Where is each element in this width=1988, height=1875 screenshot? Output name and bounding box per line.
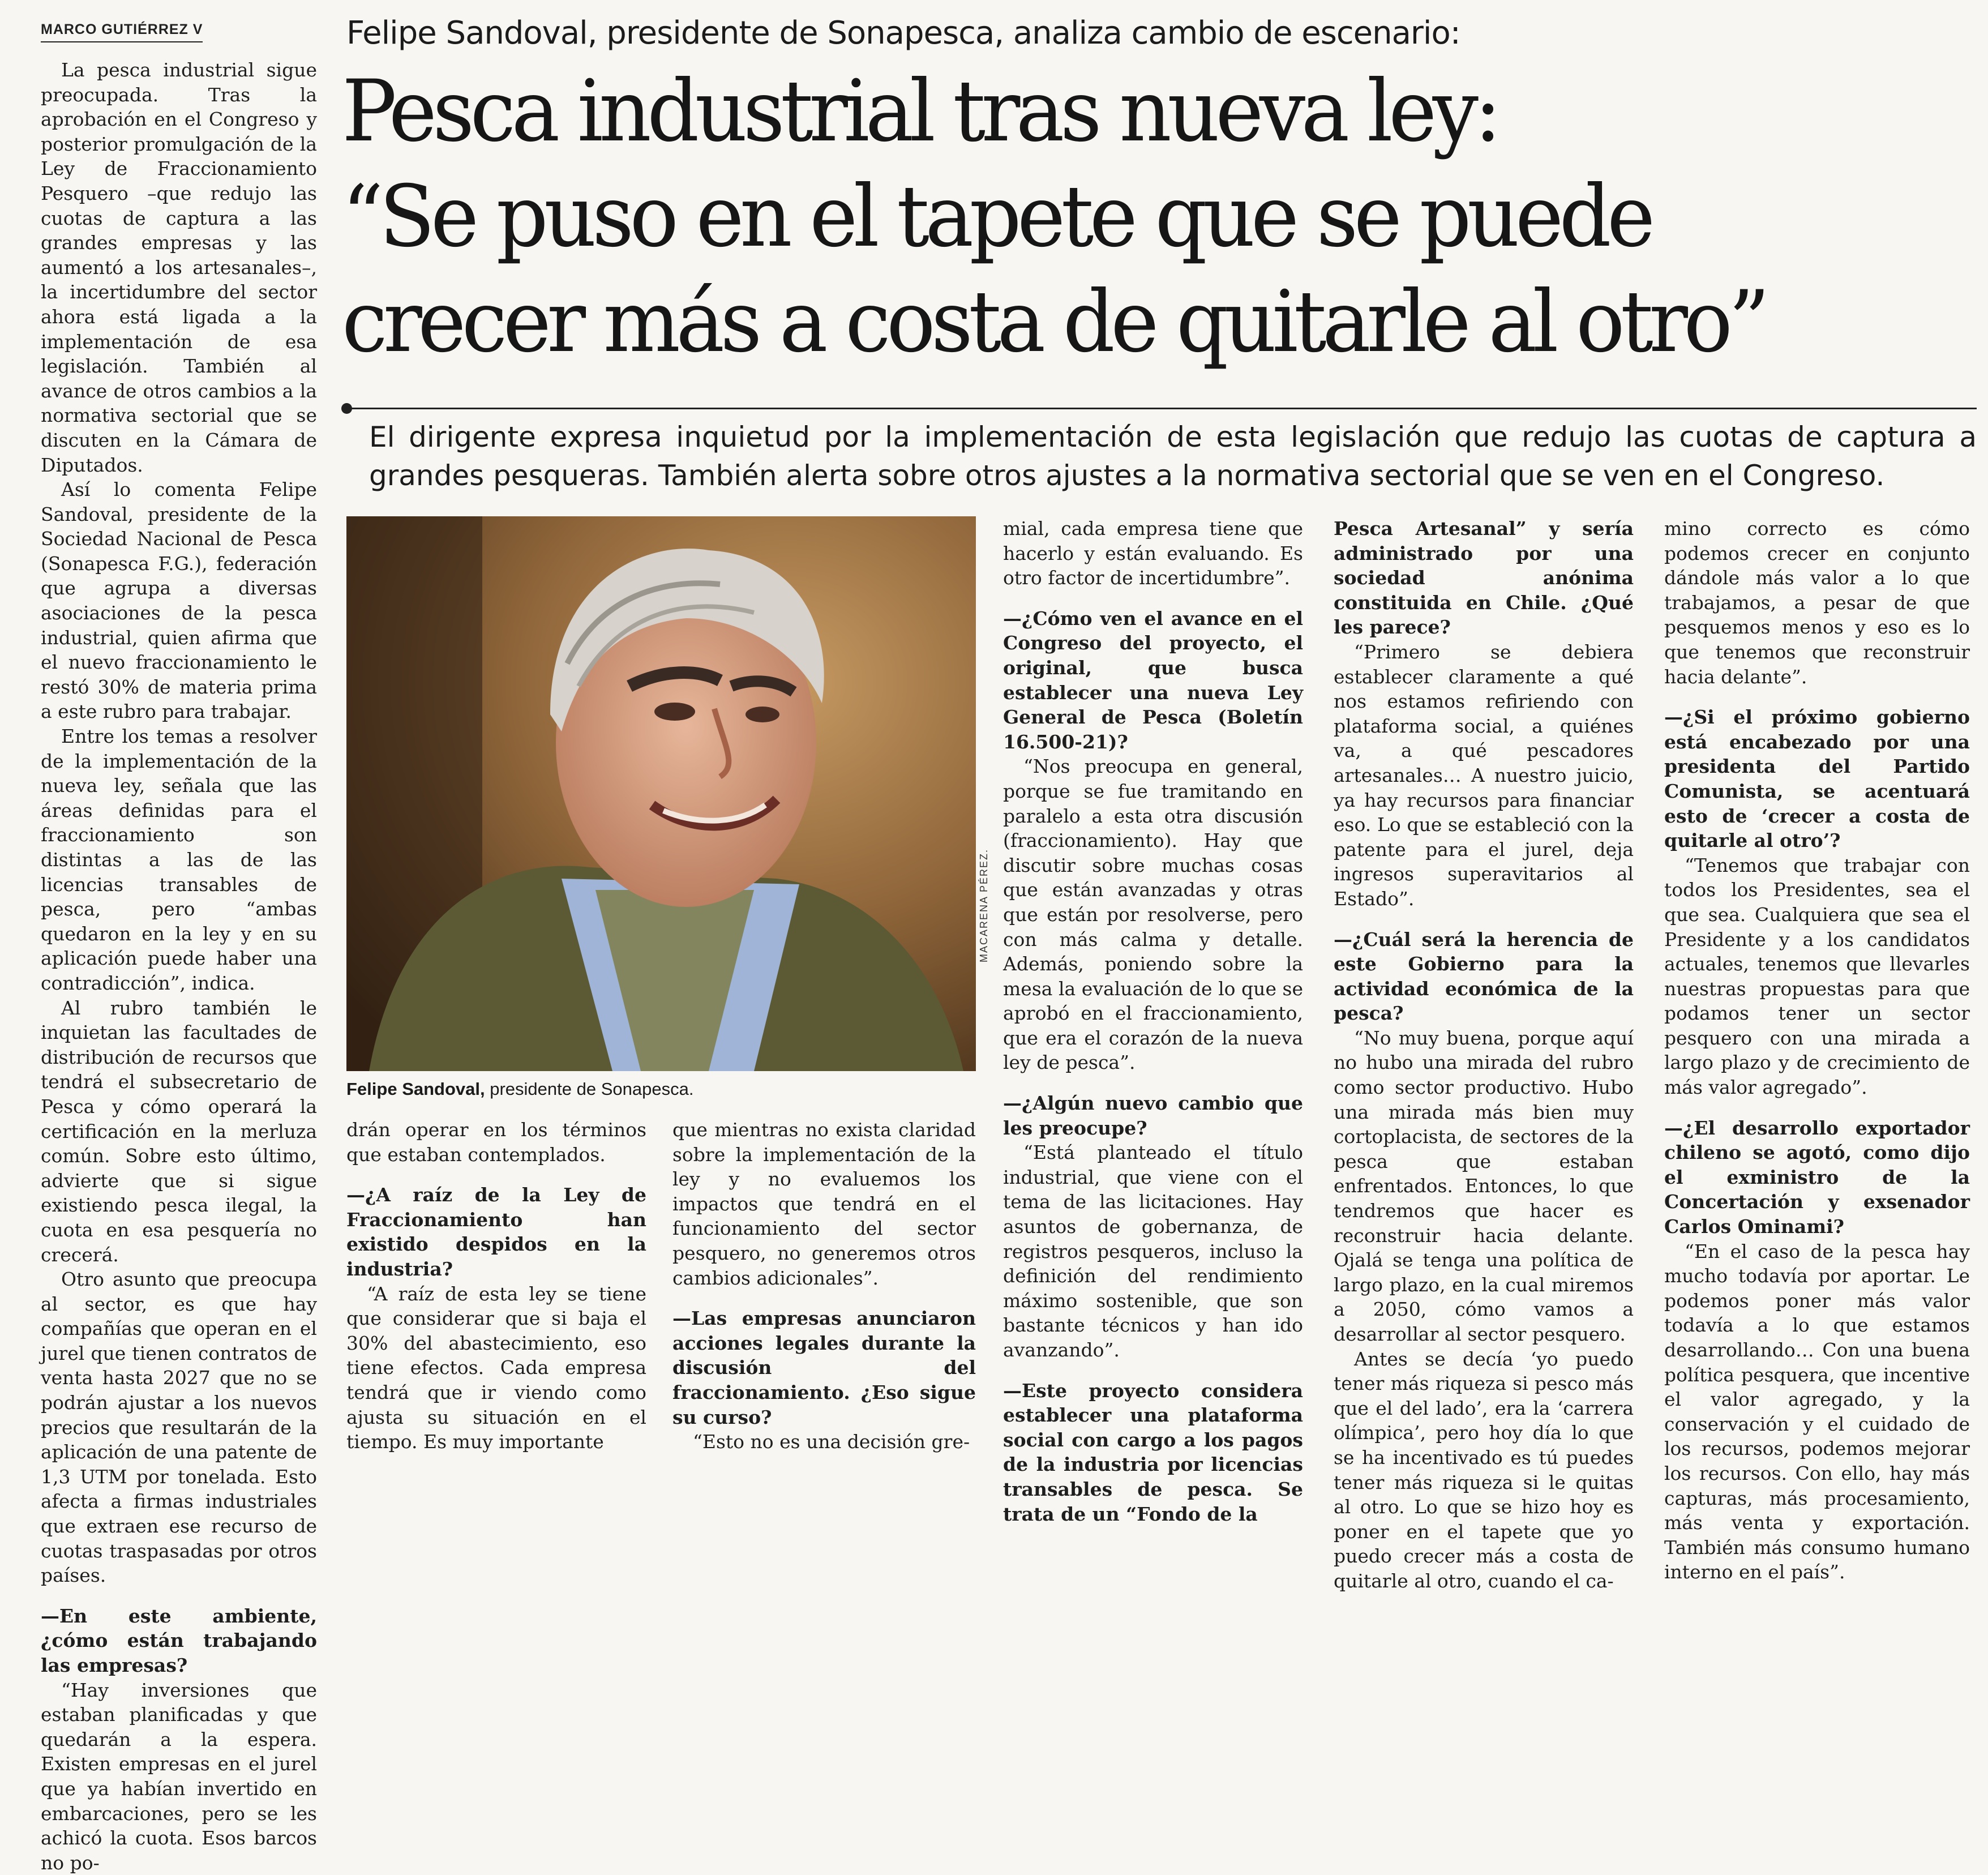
column-2	[346, 1118, 646, 1453]
deck-bullet	[341, 403, 352, 414]
caption-text: presidente de Sonapesca.	[485, 1079, 694, 1099]
paragraph: mino correcto es cómo podemos crecer en conjunto dándole más valor a lo que trabajamos, a pesar de que pesquemos menos y eso es lo que tenemos que reconstruir hacia delante”.	[1664, 517, 1970, 688]
paragraph: Al rubro también le inquietan las facultades de distribución de recursos que tendrá el subsecretario de Pesca y cómo operará la certificación en la merluza común. Sobre esto último, advierte que si sigue existiendo pesca ilegal, la cuota en esa pesquería no crecerá.	[41, 996, 317, 1266]
paragraph: “En el caso de la pesca hay mucho todavía por aportar. Le podemos poner más valor todavía a lo que estamos desarrollando… Con una buena política pesquera, que incentive el valor agregado, y la conservación y el cuidado de los recursos, podemos mejorar los recursos. Con ello, hay más capturas, más procesamiento, más venta y exportación. También más consumo humano interno en el país”.	[1664, 1240, 1970, 1583]
question: —Las empresas anunciaron acciones legales durante la discusión del fraccionamiento. ¿Eso sigue su curso?	[672, 1307, 976, 1428]
headline-line-1: Pesca industrial tras nueva ley:	[342, 62, 1498, 161]
question-continued: Pesca Artesanal” y sería administrado por una sociedad anónima constituida en Chile. ¿Qué les parece?	[1334, 517, 1634, 639]
deck: El dirigente expresa inquietud por la implementación de esta legislación que redujo las cuotas de captura a grandes pesqueras. También alerta sobre otros ajustes a la normativa sectorial que se ven en el Congreso.	[369, 421, 1977, 492]
paragraph: “A raíz de esta ley se tiene que considerar que si baja el 30% del abastecimiento, eso tiene efectos. Cada empresa tendrá que ir viendo como ajusta su situación en el tiempo. Es muy importante	[346, 1282, 646, 1453]
paragraph: “Primero se debiera establecer claramente a qué nos estamos refiriendo con plataforma social, a quiénes va, a qué pescadores artesanales… A nuestro juicio, ya hay recursos para financiar eso. Lo que se estableció con la patente para el jurel, deja ingresos superavitarios al Estado”.	[1334, 640, 1634, 910]
caption-name: Felipe Sandoval,	[346, 1079, 485, 1099]
headline-line-2: “Se puso en el tapete que se puede	[342, 168, 1651, 266]
byline: MARCO GUTIÉRREZ V	[41, 22, 203, 42]
question: —En este ambiente, ¿cómo están trabajando las empresas?	[41, 1604, 317, 1676]
headline	[342, 59, 1918, 375]
photo-caption	[346, 1079, 693, 1099]
question: —¿A raíz de la Ley de Fraccionamiento han existido despidos en la industria?	[346, 1184, 646, 1280]
question: —¿Algún nuevo cambio que les preocupe?	[1003, 1092, 1303, 1139]
paragraph: Antes se decía ‘yo puedo tener más riqueza si pesco más que el del lado’, era la ‘carrera olímpica’, pero hoy día lo que se ha incentivado es tú puedes tener más riqueza si le quitas al otro. Lo que se hizo hoy es poner en el tapete que yo puedo crecer más a costa de quitarle al otro, cuando el ca-	[1334, 1347, 1634, 1592]
paragraph: Así lo comenta Felipe Sandoval, presidente de la Sociedad Nacional de Pesca (Sonapesca F.G.), federación que agrupa a diversas asociaciones de la pesca industrial, quien afirma que el nuevo fraccionamiento le restó 30% de materia prima a este rubro para trabajar.	[41, 478, 317, 723]
paragraph: “Está planteado el título industrial, que viene con el tema de las licitaciones. Hay asuntos de gobernanza, de registros pesqueros, incluso la definición del rendimiento máximo sostenible, que son bastante técnicos y han ido avanzando”.	[1003, 1141, 1303, 1361]
paragraph: “No muy buena, porque aquí no hubo una mirada del rubro como sector productivo. Hubo una mirada más bien muy cortoplacista, de sectores de la pesca que estaban enfrentados. Entonces, lo que tendremos que hacer es reconstruir hacia delante. Ojalá se tenga una política de largo plazo, en la cual miremos a 2050, cómo vamos a desarrollar al sector pesquero.	[1334, 1026, 1634, 1345]
column-3	[672, 1118, 976, 1453]
photo-credit: MACARENA PÉREZ.	[978, 848, 989, 962]
question: —¿Cómo ven el avance en el Congreso del proyecto, el original, que busca establecer una nueva Ley General de Pesca (Boletín 16.500-21)?	[1003, 607, 1303, 753]
question: —¿Si el próximo gobierno está encabezado por una presidenta del Partido Comunista, se acentuará esto de ‘crecer a costa de quitarle al otro’?	[1664, 706, 1970, 852]
paragraph: drán operar en los términos que estaban contemplados.	[346, 1119, 646, 1166]
paragraph: “Esto no es una decisión gre-	[693, 1431, 970, 1453]
deck-rule	[346, 408, 1977, 409]
question: —Este proyecto considera establecer una plataforma social con cargo a los pagos de la industria por licencias transables de pesca. Se trata de un “Fondo de la	[1003, 1379, 1303, 1525]
paragraph: “Nos preocupa en general, porque se fue tramitando en paralelo a esta otra discusión (fraccionamiento). Hay que discutir sobre muchas cosas que están avanzadas y otras que están por resolverse, pero con más calma y detalle. Además, poniendo sobre la mesa la evaluación de lo que se aprobó en el fraccionamiento, que era el corazón de la nueva ley de pesca”.	[1003, 755, 1303, 1074]
paragraph: Entre los temas a resolver de la implementación de la nueva ley, señala que las áreas definidas para el fraccionamiento son distintas a las de las licencias transables de pesca, pero “ambas quedaron en la ley y en su aplicación puede haber una contradicción”, indica.	[41, 725, 317, 994]
column-5	[1334, 516, 1634, 1592]
column-1	[41, 58, 317, 1874]
question: —¿Cuál será la herencia de este Gobierno para la actividad económica de la pesca?	[1334, 928, 1634, 1025]
question: —¿El desarrollo exportador chileno se agotó, como dijo el exministro de la Concertación y exsenador Carlos Ominami?	[1664, 1116, 1970, 1238]
paragraph: mial, cada empresa tiene que hacerlo y están evaluando. Es otro factor de incertidumbre”.	[1003, 517, 1303, 589]
portrait-illustration	[346, 516, 976, 1071]
paragraph: “Hay inversiones que estaban planificadas y que quedarán a la espera. Existen empresas en el jurel que ya habían invertido en embarcaciones, pero se les achicó la cuota. Esos barcos no po-	[41, 1679, 317, 1874]
column-4	[1003, 516, 1303, 1525]
paragraph: “Tenemos que trabajar con todos los Presidentes, sea el que sea. Cualquiera que sea el Presidente y a los candidatos actuales, tenemos que llevarles nuestras propuestas para que podamos tener un sector pesquero con una mirada a largo plazo y de crecimiento de más valor agregado”.	[1664, 854, 1970, 1099]
headline-line-3: crecer más a costa de quitarle al otro”	[342, 273, 1766, 371]
portrait-photo	[346, 516, 976, 1071]
paragraph: La pesca industrial sigue preocupada. Tras la aprobación en el Congreso y posterior promulgación de la Ley de Fraccionamiento Pesquero –que redujo las cuotas de captura a las grandes empresas y las aumentó a los artesanales–, la incertidumbre del sector ahora está ligada a la implementación de esa legislación. También al avance de otros cambios a la normativa sectorial que se discuten en la Cámara de Diputados.	[41, 59, 317, 476]
kicker: Felipe Sandoval, presidente de Sonapesca, analiza cambio de escenario:	[346, 15, 1460, 52]
paragraph: Otro asunto que preocupa al sector, es que hay compañías que operan en el jurel que tienen contratos de venta hasta 2027 que no se podrán ajustar a los nuevos precios que resultarán de la aplicación de una patente de 1,3 UTM por tonelada. Esto afecta a firmas industriales que extraen ese recurso de cuotas traspasadas por otros países.	[41, 1268, 317, 1587]
column-6	[1664, 516, 1970, 1583]
paragraph: que mientras no exista claridad sobre la implementación de la ley y no evaluemos los impactos que tendrá en el funcionamiento del sector pesquero, no generemos otros cambios adicionales”.	[672, 1119, 976, 1289]
